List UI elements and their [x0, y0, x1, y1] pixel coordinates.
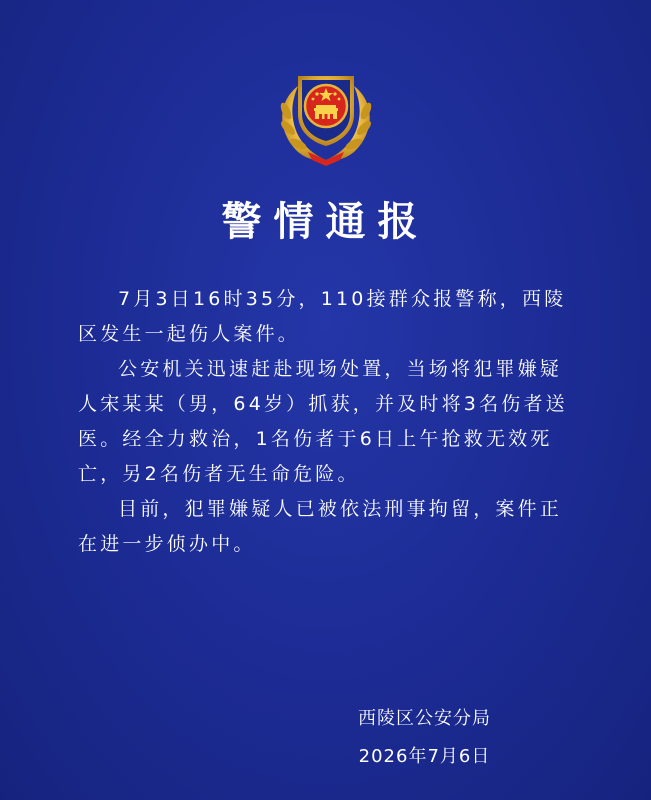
issue-date: 2026年7月6日: [358, 746, 491, 767]
police-emblem-icon: [268, 56, 384, 168]
notice-paragraph: 7月3日16时35分，110接群众报警称，西陵区发生一起伤人案件。: [78, 288, 567, 345]
notice-signature: [358, 700, 491, 776]
notice-title: 警情通报: [221, 199, 430, 245]
notice-paragraph: 公安机关迅速赶赴现场处置，当场将犯罪嫌疑人宋某某（男，64岁）抓获，并及时将3名伤者送医。经全力救治，1名伤者于6日上午抢救无效死亡，另2名伤者无生命危险。: [78, 358, 568, 485]
notice-paragraph: 目前，犯罪嫌疑人已被依法刑事拘留，案件正在进一步侦办中。: [78, 498, 563, 555]
notice-body: [78, 282, 578, 562]
issuer-name: 西陵区公安分局: [358, 708, 491, 729]
